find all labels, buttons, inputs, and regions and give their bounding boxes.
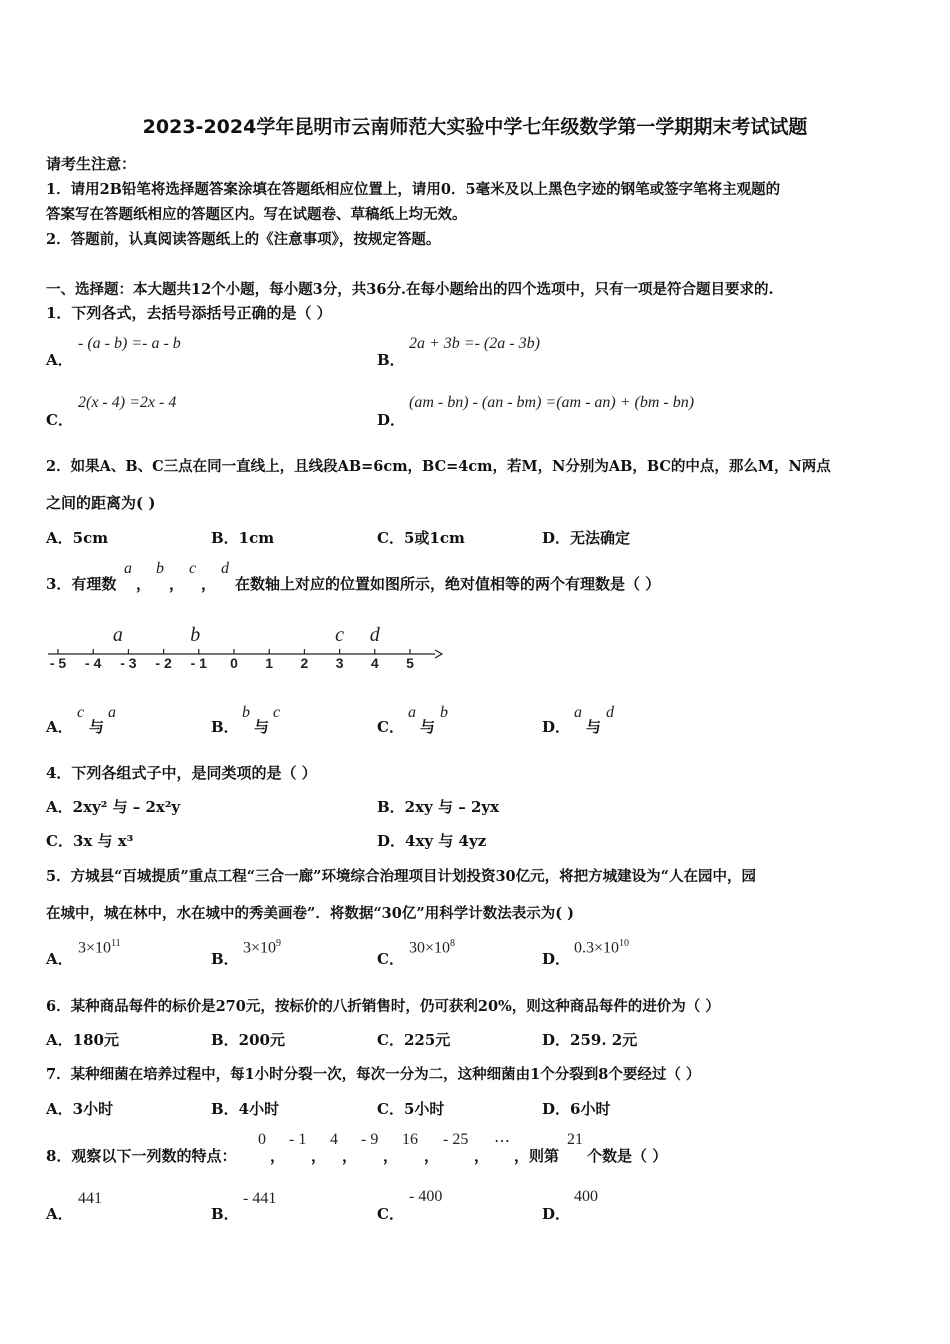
number-line-tick-label: - 4 xyxy=(85,655,102,671)
q4-option-b[interactable]: B．2xy 与 – 2yx xyxy=(377,798,500,816)
q8-seq-5: - 25 xyxy=(443,1131,469,1148)
q3-option-a-left: c xyxy=(77,704,85,721)
notice-heading: 请考生注意： xyxy=(46,155,137,173)
q7-option-b[interactable]: B．4小时 xyxy=(211,1100,280,1118)
number-line-point-d: d xyxy=(369,624,380,646)
q2-stem-line-1: 2．如果A、B、C三点在同一直线上，且线段AB=6cm，BC=4cm，若M，N分别为AB，BC的中点，那么M，N两点 xyxy=(46,458,831,475)
q8-comma-3: ， xyxy=(342,1147,358,1165)
q6-option-b[interactable]: B．200元 xyxy=(211,1031,285,1049)
q8-comma-4: ， xyxy=(383,1147,399,1165)
number-line-figure xyxy=(40,615,460,680)
q3-option-c-left: a xyxy=(408,704,416,721)
q3-option-d-yu: 与 xyxy=(586,718,602,736)
q8-option-c-expr: - 400 xyxy=(409,1188,443,1205)
q3-option-b-left: b xyxy=(242,704,250,721)
q1-option-d-expr: (am - bn) - (an - bm) =(am - an) + (bm - bn) xyxy=(409,394,695,411)
q7-option-a[interactable]: A．3小时 xyxy=(46,1100,114,1118)
q5-option-c-base: 30×10 xyxy=(409,939,451,957)
q8-comma-1: ， xyxy=(270,1147,286,1165)
q8-option-b-label[interactable]: B． xyxy=(211,1205,239,1223)
q8-option-a-expr: 441 xyxy=(78,1190,102,1207)
q1-option-d-label[interactable]: D． xyxy=(377,411,406,429)
q8-comma-6: ， xyxy=(474,1147,490,1165)
q3-comma-1: ， xyxy=(136,575,152,593)
q3-option-a-yu: 与 xyxy=(89,718,105,736)
q8-option-d-label[interactable]: D． xyxy=(542,1205,571,1223)
q3-stem-start: 3．有理数 xyxy=(46,575,117,593)
q3-comma-3: ， xyxy=(201,575,217,593)
q4-stem: 4．下列各组式子中，是同类项的是（ ） xyxy=(46,764,317,782)
q2-option-b[interactable]: B．1cm xyxy=(211,529,275,547)
q8-n: 21 xyxy=(567,1131,583,1148)
q3-option-d-right: d xyxy=(606,704,614,721)
q7-option-c[interactable]: C．5小时 xyxy=(377,1100,445,1118)
q8-option-c-label[interactable]: C． xyxy=(377,1205,404,1223)
q6-option-d[interactable]: D．259. 2元 xyxy=(542,1031,638,1049)
number-line-tick-label: 2 xyxy=(300,655,309,671)
q5-option-d-base: 0.3×10 xyxy=(574,939,620,957)
number-line-point-a: a xyxy=(112,624,123,646)
q8-seq-3: - 9 xyxy=(361,1131,379,1148)
q8-seq-1: - 1 xyxy=(289,1131,307,1148)
q5-option-c-exp: 8 xyxy=(450,938,456,949)
page-title: 2023-2024学年昆明市云南师范大实验中学七年级数学第一学期期末考试试题 xyxy=(142,116,808,138)
number-line-tick-label: 0 xyxy=(230,655,238,671)
q1-option-b-expr: 2a + 3b =- (2a - 3b) xyxy=(409,335,540,352)
q6-stem: 6．某种商品每件的标价是270元，按标价的八折销售时，仍可获利20%，则这种商品每件的进价为（ ） xyxy=(46,998,720,1015)
q8-seq-6: ⋯ xyxy=(494,1133,510,1150)
q2-option-d[interactable]: D．无法确定 xyxy=(542,529,631,547)
notice-line-1b: 答案写在答题纸相应的答题区内。写在试题卷、草稿纸上均无效。 xyxy=(46,206,467,223)
number-line-tick-label: - 1 xyxy=(190,655,207,671)
number-line-point-b: b xyxy=(190,624,201,646)
q3-option-b-right: c xyxy=(273,704,281,721)
q3-var-a: a xyxy=(124,560,132,577)
q5-option-b-base: 3×10 xyxy=(243,939,277,957)
q3-var-b: b xyxy=(156,560,164,577)
notice-line-2: 2．答题前，认真阅读答题纸上的《注意事项》，按规定答题。 xyxy=(46,231,441,248)
q8-seq-4: 16 xyxy=(402,1131,418,1148)
q1-stem: 1．下列各式，去括号添括号正确的是（ ） xyxy=(46,304,332,322)
q5-option-b-label[interactable]: B． xyxy=(211,950,239,968)
q3-var-c: c xyxy=(189,560,197,577)
number-line-arrow xyxy=(435,650,442,658)
q5-option-a-exp: 11 xyxy=(111,938,121,949)
number-line-tick-label: 5 xyxy=(406,655,414,671)
q8-stem-start: 8．观察以下一列数的特点： xyxy=(46,1147,237,1165)
q3-option-b-yu: 与 xyxy=(254,718,270,736)
q8-stem-mid: ，则第 xyxy=(514,1147,560,1165)
number-line-tick-label: - 5 xyxy=(49,655,67,671)
q1-option-c-label[interactable]: C． xyxy=(46,411,73,429)
q3-option-d-left: a xyxy=(574,704,582,721)
q8-option-b-expr: - 441 xyxy=(243,1190,277,1207)
q1-option-a-label[interactable]: A． xyxy=(46,351,73,369)
q3-comma-2: ， xyxy=(169,575,185,593)
q5-option-d-exp: 10 xyxy=(619,938,630,949)
q5-option-a-base: 3×10 xyxy=(78,939,112,957)
q3-stem-end: 在数轴上对应的位置如图所示，绝对值相等的两个有理数是（ ） xyxy=(235,575,661,593)
q7-stem: 7．某种细菌在培养过程中，每1小时分裂一次，每次一分为二，这种细菌由1个分裂到8个要经过（ ） xyxy=(46,1066,701,1083)
number-line-tick-label: 4 xyxy=(370,655,379,671)
q7-option-d[interactable]: D．6小时 xyxy=(542,1100,611,1118)
q5-option-d-label[interactable]: D． xyxy=(542,950,571,968)
q5-stem-line-1: 5．方城县“百城提质”重点工程“三合一廊”环境综合治理项目计划投资30亿元，将把方城建设为“人在园中，园 xyxy=(46,868,756,885)
q3-option-c-yu: 与 xyxy=(420,718,436,736)
q5-option-a-label[interactable]: A． xyxy=(46,950,73,968)
q8-comma-5: ， xyxy=(424,1147,440,1165)
q1-option-c-expr: 2(x - 4) =2x - 4 xyxy=(78,394,177,411)
q3-option-d-label[interactable]: D． xyxy=(542,718,571,736)
q2-option-a[interactable]: A．5cm xyxy=(46,529,109,547)
q5-stem-line-2: 在城中，城在林中，水在城中的秀美画卷”．将数据“30亿”用科学计数法表示为( ) xyxy=(46,905,574,922)
number-line-point-c: c xyxy=(335,624,345,646)
q2-stem-line-2: 之间的距离为( ) xyxy=(46,494,156,512)
q6-option-a[interactable]: A．180元 xyxy=(46,1031,119,1049)
q5-option-c-label[interactable]: C． xyxy=(377,950,404,968)
number-line-tick-label: - 2 xyxy=(155,655,172,671)
number-line-tick-label: - 3 xyxy=(120,655,137,671)
q3-option-a-right: a xyxy=(108,704,116,721)
q1-option-a-expr: - (a - b) =- a - b xyxy=(78,335,181,352)
section-heading: 一、选择题：本大题共12个小题，每小题3分，共36分.在每小题给出的四个选项中，只有一项是符合题目要求的. xyxy=(46,281,774,298)
q5-option-b-exp: 9 xyxy=(276,938,282,949)
q4-option-c[interactable]: C．3x 与 x³ xyxy=(46,832,134,850)
q4-option-a[interactable]: A．2xy² 与 – 2x²y xyxy=(46,798,181,816)
q8-comma-2: ， xyxy=(311,1147,327,1165)
q3-option-c-right: b xyxy=(440,704,448,721)
notice-line-1a: 1．请用2B铅笔将选择题答案涂填在答题纸相应位置上，请用0．5毫米及以上黑色字迹的钢笔或签字笔将主观题的 xyxy=(46,181,781,198)
q6-option-c[interactable]: C．225元 xyxy=(377,1031,451,1049)
number-line-tick-label: 3 xyxy=(335,655,344,671)
q8-seq-0: 0 xyxy=(258,1131,266,1148)
q3-option-a-label[interactable]: A． xyxy=(46,718,73,736)
q8-option-d-expr: 400 xyxy=(574,1188,598,1205)
q2-option-c[interactable]: C．5或1cm xyxy=(377,529,465,547)
q1-option-b-label[interactable]: B． xyxy=(377,351,405,369)
q8-stem-end: 个数是（ ） xyxy=(587,1147,668,1165)
q8-option-a-label[interactable]: A． xyxy=(46,1205,73,1223)
number-line-tick-label: 1 xyxy=(265,655,274,671)
q8-seq-2: 4 xyxy=(330,1131,338,1148)
q3-var-d: d xyxy=(221,560,229,577)
q3-option-b-label[interactable]: B． xyxy=(211,718,239,736)
q4-option-d[interactable]: D．4xy 与 4yz xyxy=(377,832,487,850)
q3-option-c-label[interactable]: C． xyxy=(377,718,404,736)
